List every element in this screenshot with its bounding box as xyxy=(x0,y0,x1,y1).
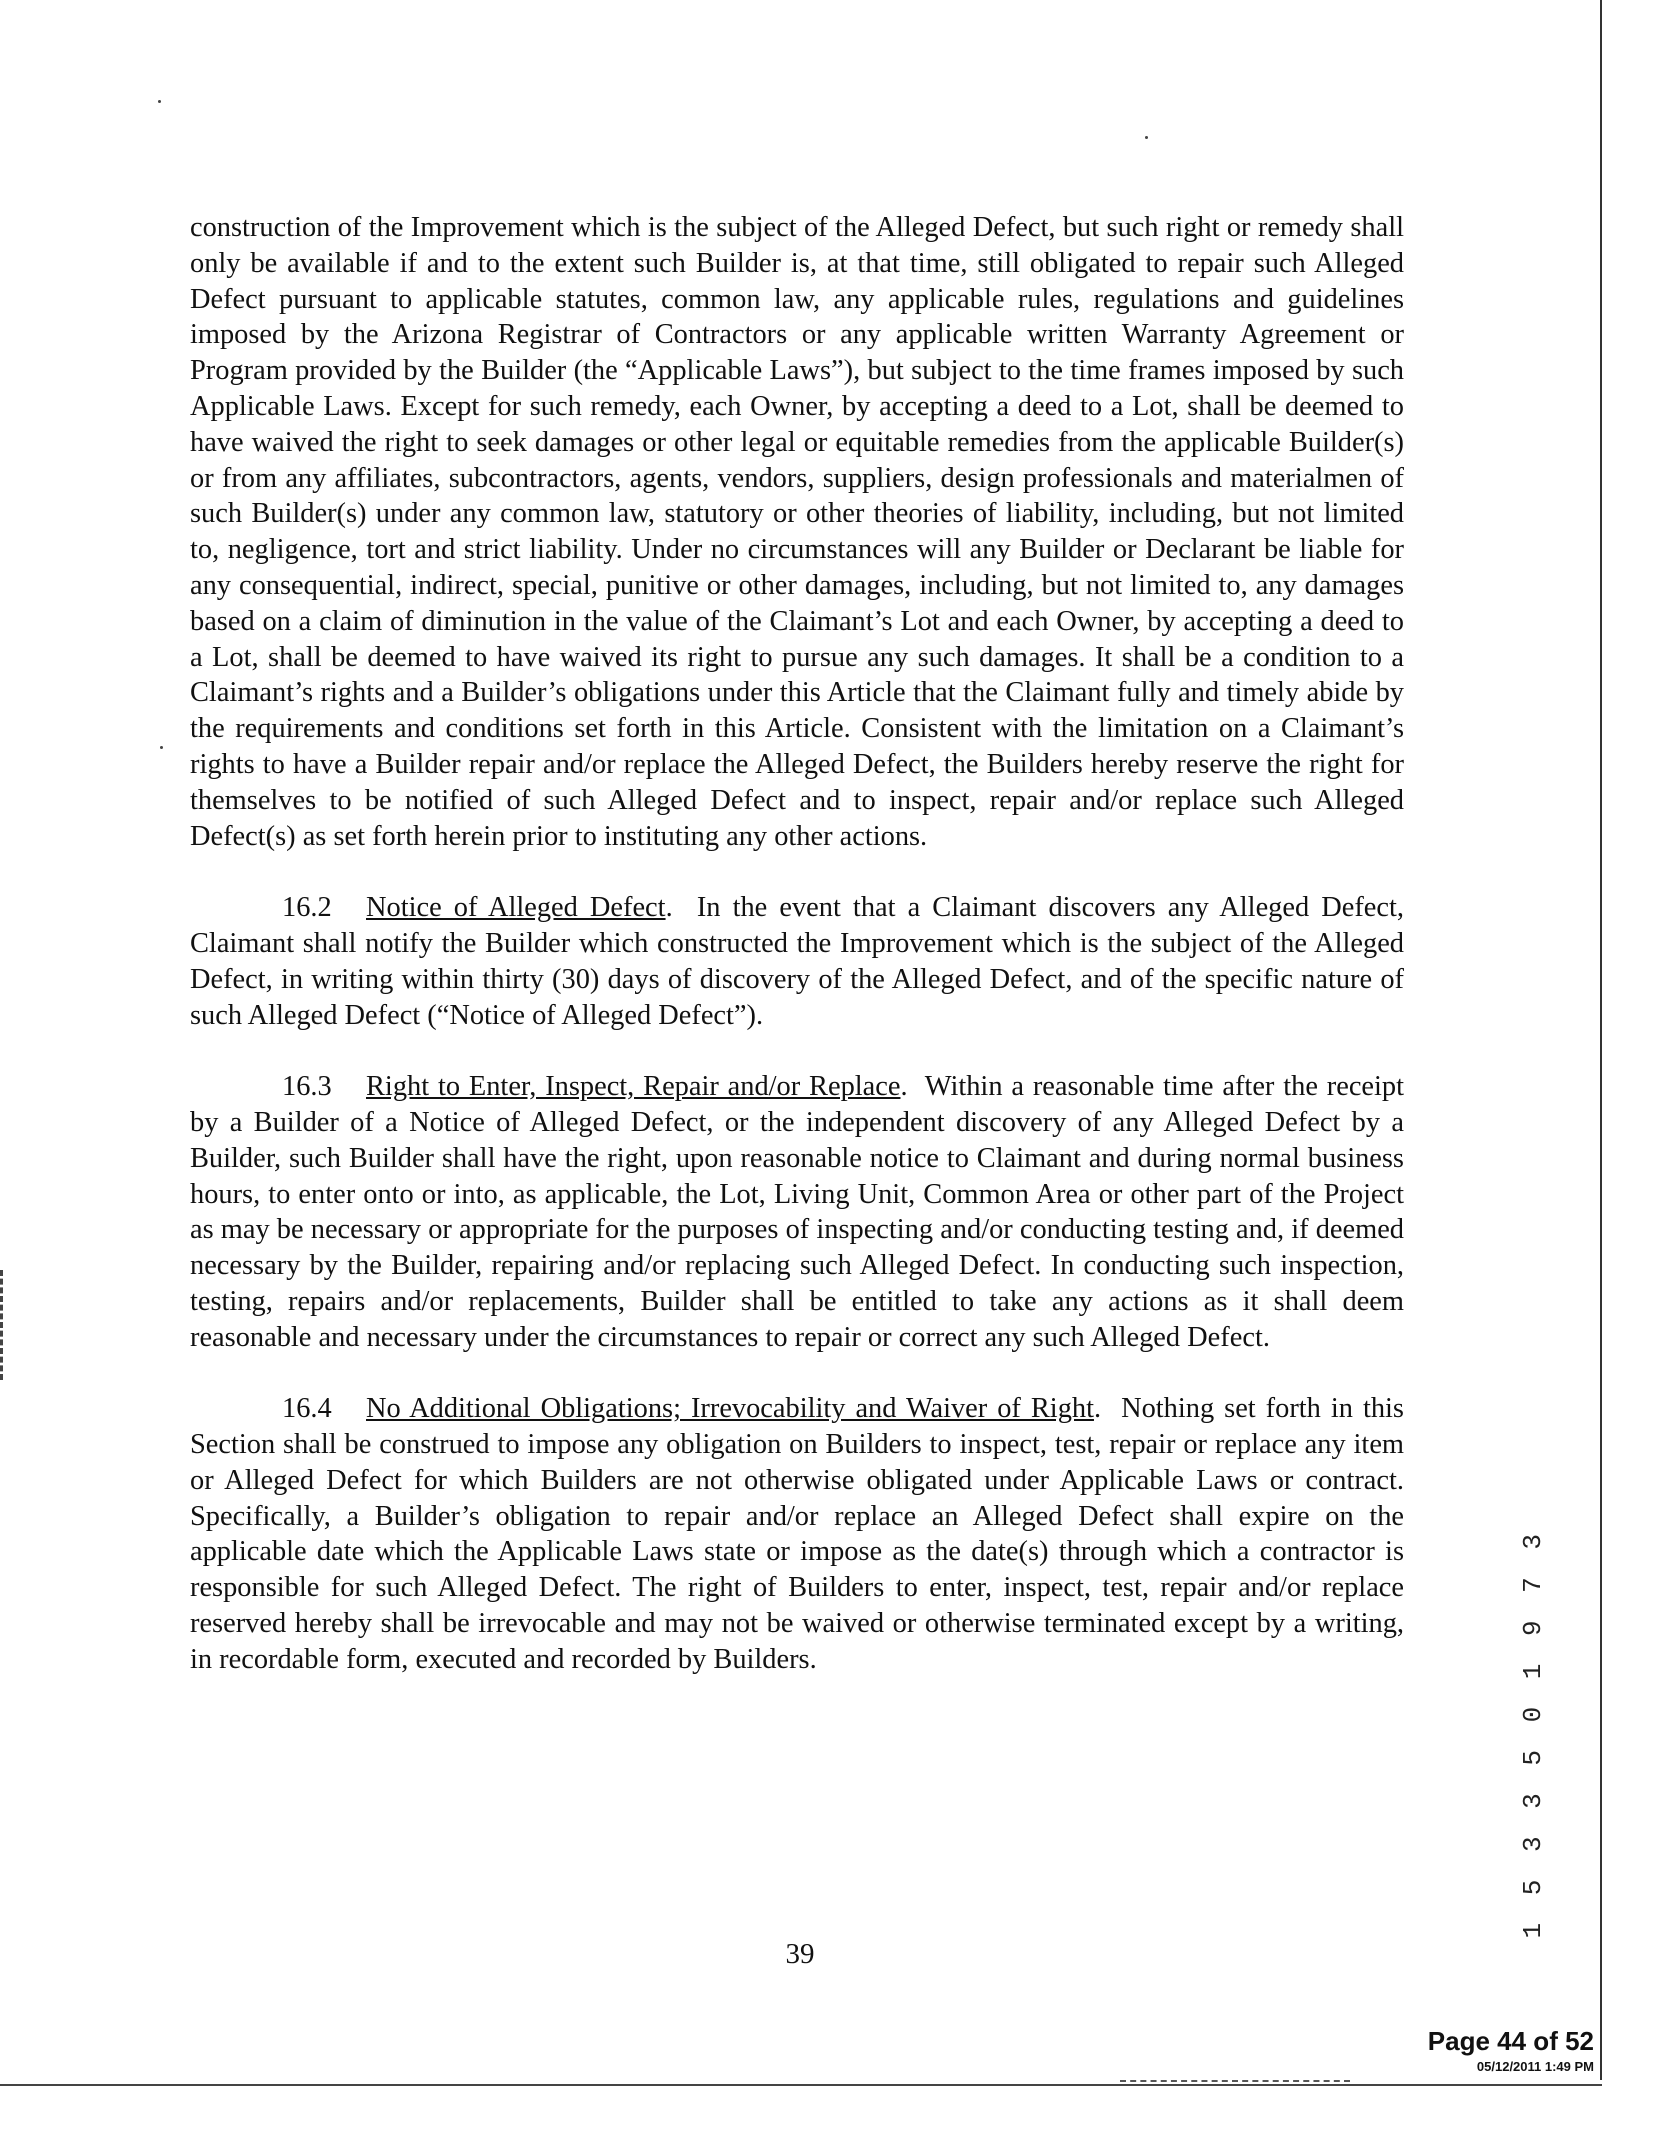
section-text: Nothing set forth in this Section shall be construed to impose any obligation on Builders to inspect, test, repair or replace any item or Alleged Defect for which Builders are not otherwise obligated under Applicable Laws or contract. Specifically, a Builder’s obligation to repair and/or replace an Alleged Defect shall expire on the applicable date which the Applicable Laws state or impose as the date(s) through which a contractor is responsible for such Alleged Defect. The right of Builders to enter, inspect, test, repair and/or replace reserved hereby shall be irrevocable and may not be waived or otherwise terminated except by a writing, in recordable form, executed and recorded by Builders. xyxy=(190,1393,1404,1675)
section-heading: No Additional Obligations; Irrevocability and Waiver of Right xyxy=(366,1393,1094,1425)
page-bottom-edge xyxy=(0,2084,1602,2086)
scan-speck xyxy=(158,100,161,103)
scan-speck xyxy=(160,746,163,749)
section-number: 16.2 xyxy=(282,892,332,924)
page-number: 39 xyxy=(785,1938,815,1970)
scan-speck xyxy=(1145,136,1148,139)
section-heading: Notice of Alleged Defect xyxy=(366,892,666,924)
section-number: 16.4 xyxy=(282,1393,332,1425)
section-16-3: 16.3 Right to Enter, Inspect, Repair and/or Replace. Within a reasonable time after the receipt by a Builder of a Notice of Alleged Defect, or the independent discovery of any Alleged Defect by a Builder, such Builder shall have the right, upon reasonable notice to Claimant and during normal business hours, to enter onto or into, as applicable, the Lot, Living Unit, Common Area or other part of the Project as may be necessary or appropriate for the purposes of inspecting and/or conducting testing and, if deemed necessary by the Builder, repairing and/or replacing such Alleged Defect. In conducting such inspection, testing, repairs and/or replacements, Builder shall be entitled to take any actions as it shall deem reasonable and necessary under the circumstances to repair or correct any such Alleged Defect. xyxy=(190,1071,1405,1353)
stamp-page-count: Page 44 of 52 xyxy=(1427,2026,1594,2056)
page-bottom-dash xyxy=(1120,2080,1350,2082)
page-right-edge xyxy=(1600,0,1602,2080)
section-heading: Right to Enter, Inspect, Repair and/or Replace xyxy=(366,1071,901,1103)
section-number: 16.3 xyxy=(282,1071,332,1103)
section-text: In the event that a Claimant discovers any Alleged Defect, Claimant shall notify the Builder which constructed the Improvement which is the subject of the Alleged Defect, in writing within thirty (30) days of discovery of the Alleged Defect, and of the specific nature of such Alleged Defect (“Notice of Alleged Defect”). xyxy=(190,892,1405,1031)
left-margin-ticks xyxy=(0,1270,7,1380)
document-body xyxy=(190,210,1404,1713)
margin-document-id: 1 5 3 3 5 0 1 9 7 3 xyxy=(1518,1528,1548,1939)
section-16-4: 16.4 No Additional Obligations; Irrevocability and Waiver of Right. Nothing set forth in this Section shall be construed to impose any obligation on Builders to inspect, test, repair or replace any item or Alleged Defect for which Builders are not otherwise obligated under Applicable Laws or contract. Specifically, a Builder’s obligation to repair and/or replace an Alleged Defect shall expire on the applicable date which the Applicable Laws state or impose as the date(s) through which a contractor is responsible for such Alleged Defect. The right of Builders to enter, inspect, test, repair and/or replace reserved hereby shall be irrevocable and may not be waived or otherwise terminated except by a writing, in recordable form, executed and recorded by Builders. xyxy=(190,1393,1404,1675)
continuation-paragraph: construction of the Improvement which is the subject of the Alleged Defect, but such right or remedy shall only be available if and to the extent such Builder is, at that time, still obligated to repair such Alleged Defect pursuant to applicable statutes, common law, any applicable rules, regulations and guidelines imposed by the Arizona Registrar of Contractors or any applicable written Warranty Agreement or Program provided by the Builder (the “Applicable Laws”), but subject to the time frames imposed by such Applicable Laws. Except for such remedy, each Owner, by accepting a deed to a Lot, shall be deemed to have waived the right to seek damages or other legal or equitable remedies from the applicable Builder(s) or from any affiliates, subcontractors, agents, vendors, suppliers, design professionals and materialmen of such Builder(s) under any common law, statutory or other theories of liability, including, but not limited to, negligence, tort and strict liability. Under no circumstances will any Builder or Declarant be liable for any consequential, indirect, special, punitive or other damages, including, but not limited to, any damages based on a claim of diminution in the value of the Claimant’s Lot and each Owner, by accepting a deed to a Lot, shall be deemed to have waived its right to pursue any such damages. It shall be a condition to a Claimant’s rights and a Builder’s obligations under this Article that the Claimant fully and timely abide by the requirements and conditions set forth in this Article. Consistent with the limitation on a Claimant’s rights to have a Builder repair and/or replace the Alleged Defect, the Builders hereby reserve the right for themselves to be notified of such Alleged Defect and to inspect, repair and/or replace such Alleged Defect(s) as set forth herein prior to instituting any other actions. xyxy=(190,212,1404,852)
recording-stamp xyxy=(1428,2026,1594,2074)
section-16-2: 16.2 Notice of Alleged Defect. In the event that a Claimant discovers any Alleged Defect, Claimant shall notify the Builder which constructed the Improvement which is the subject of the Alleged Defect, in writing within thirty (30) days of discovery of the Alleged Defect, and of the specific nature of such Alleged Defect (“Notice of Alleged Defect”). xyxy=(190,892,1405,1031)
section-text: Within a reasonable time after the receipt by a Builder of a Notice of Alleged Defect, or the independent discovery of any Alleged Defect by a Builder, such Builder shall have the right, upon reasonable notice to Claimant and during normal business hours, to enter onto or into, as applicable, the Lot, Living Unit, Common Area or other part of the Project as may be necessary or appropriate for the purposes of inspecting and/or conducting testing and, if deemed necessary by the Builder, repairing and/or replacing such Alleged Defect. In conducting such inspection, testing, repairs and/or replacements, Builder shall be entitled to take any actions as it shall deem reasonable and necessary under the circumstances to repair or correct any such Alleged Defect. xyxy=(190,1071,1405,1353)
stamp-timestamp: 05/12/2011 1:49 PM xyxy=(1476,2059,1594,2074)
